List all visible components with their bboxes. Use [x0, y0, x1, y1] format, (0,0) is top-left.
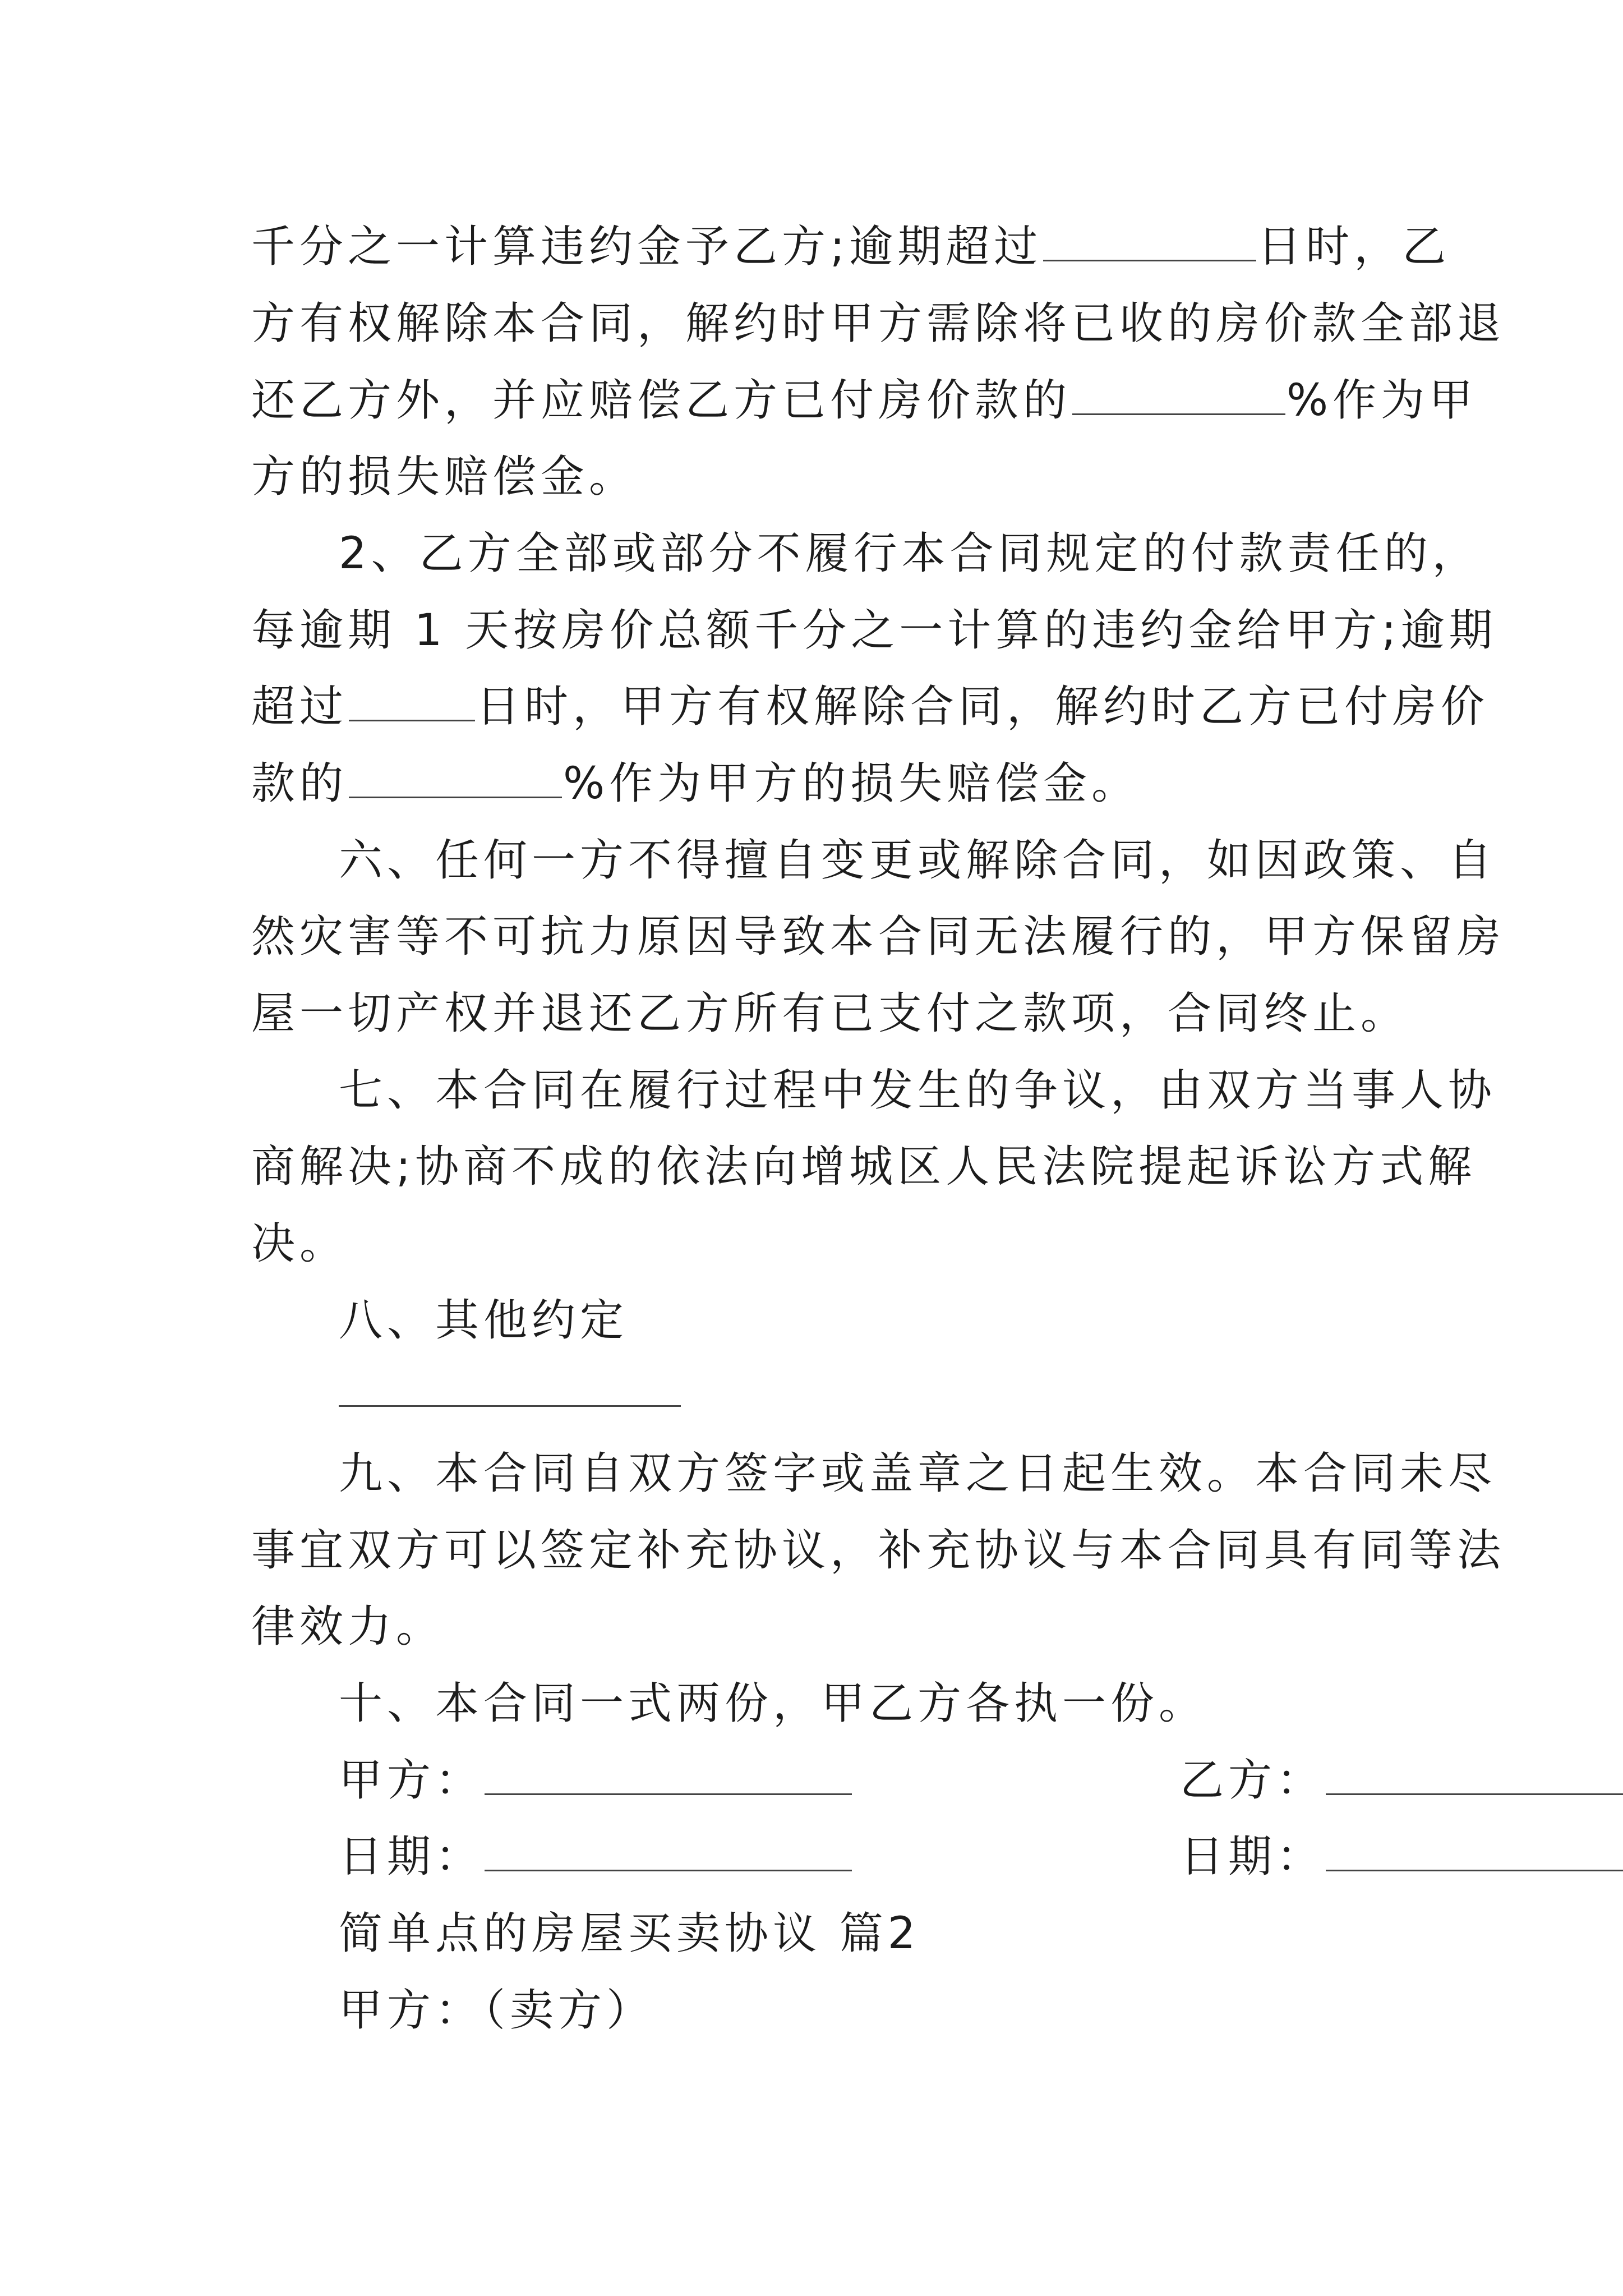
fill-blank: [349, 756, 562, 798]
signature-row-party: [339, 1752, 1325, 1809]
section-title: 简单点的房屋买卖协议 篇2: [339, 1908, 920, 1959]
party-b-signature-blank: [1326, 1753, 1623, 1795]
party-a-label: 甲方：: [339, 1755, 484, 1806]
date-a-blank: [485, 1829, 852, 1871]
text-run: %作为甲: [1287, 375, 1478, 426]
paragraph-line: 七、本合同在履行过程中发生的争议，由双方当事人协: [339, 1065, 1497, 1116]
signature-row-date: [339, 1829, 1325, 1885]
paragraph-line: [251, 756, 1140, 812]
paragraph-line: 商解决;协商不成的依法向增城区人民法院提起诉讼方式解: [251, 1142, 1477, 1192]
paragraph-line: [251, 219, 1450, 275]
paragraph-line: 方有权解除本合同，解约时甲方需除将已收的房价款全部退: [251, 298, 1506, 349]
text-run: 日时，乙: [1257, 222, 1451, 272]
date-a-label: 日期：: [339, 1832, 484, 1882]
paragraph-line: 事宜双方可以签定补充协议，补充协议与本合同具有同等法: [251, 1525, 1506, 1576]
text-run: 还乙方外，并应赔偿乙方已付房价款的: [251, 375, 1072, 426]
fill-blank: [349, 679, 475, 721]
party-a-signature-blank: [485, 1753, 852, 1795]
date-b-blank: [1326, 1829, 1623, 1871]
paragraph-line: 然灾害等不可抗力原因导致本合同无法履行的，甲方保留房: [251, 912, 1506, 962]
text-run: 日时，甲方有权解除合同，解约时乙方已付房价: [476, 682, 1490, 732]
text-run: 千分之一计算违约金予乙方;逾期超过: [251, 222, 1043, 272]
paragraph-line: [251, 372, 1477, 429]
date-b-group: [1180, 1829, 1623, 1885]
paragraph-line: 屋一切产权并退还乙方所有已支付之款项，合同终止。: [251, 988, 1409, 1039]
date-b-label: 日期：: [1180, 1832, 1325, 1882]
text-run: 款的: [251, 758, 348, 809]
paragraph-line: 方的损失赔偿金。: [251, 452, 638, 502]
fill-blank: [339, 1405, 681, 1407]
paragraph-line: 决。: [251, 1218, 348, 1269]
paragraph-line: [251, 679, 1489, 735]
text-run: 超过: [251, 682, 348, 732]
paragraph-line: 律效力。: [251, 1602, 445, 1652]
paragraph-line: 六、任何一方不得擅自变更或解除合同，如因政策、自: [339, 835, 1497, 886]
fill-blank: [1072, 373, 1285, 415]
fill-blank: [1043, 219, 1256, 261]
paragraph-line: 2、乙方全部或部分不履行本合同规定的付款责任的，: [339, 528, 1481, 579]
paragraph-line: 八、其他约定: [339, 1295, 629, 1346]
paragraph-line: 每逾期 1 天按房价总额千分之一计算的违约金给甲方;逾期: [251, 605, 1497, 656]
paragraph-line: 十、本合同一式两份，甲乙方各执一份。: [339, 1678, 1207, 1729]
paragraph-line: 九、本合同自双方签字或盖章之日起生效。本合同未尽: [339, 1448, 1497, 1499]
party-b-label: 乙方：: [1180, 1755, 1325, 1806]
party-a-seller-line: 甲方：（卖方）: [339, 1985, 655, 2036]
text-run: %作为甲方的损失赔偿金。: [563, 758, 1140, 809]
party-b-group: [1180, 1752, 1623, 1809]
